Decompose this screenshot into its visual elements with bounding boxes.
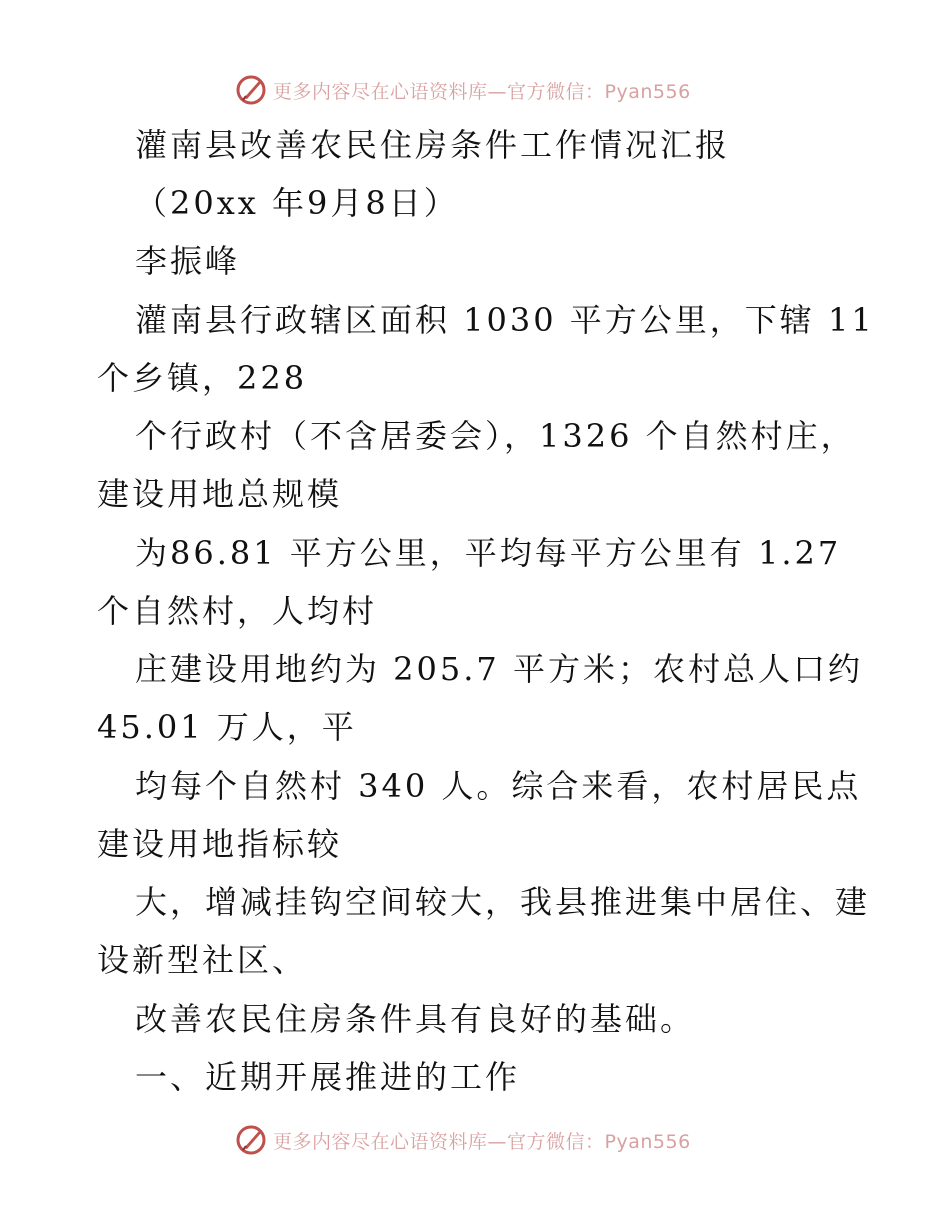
body-line: 个行政村（不含居委会），1326 个自然村庄， (135, 417, 856, 455)
document-date: （20xx 年9月8日） (135, 184, 459, 222)
body-line: 45.01 万人，平 (97, 708, 357, 746)
quill-logo-icon (235, 1124, 267, 1156)
body-line: 设新型社区、 (97, 941, 308, 979)
watermark-text: 更多内容尽在心语资料库—官方微信：Pyan556 (273, 1130, 691, 1153)
document-title: 灌南县改善农民住房条件工作情况汇报 (135, 126, 731, 164)
body-line: 个自然村，人均村 (97, 592, 378, 630)
body-line: 均每个自然村 340 人。综合来看，农村居民点 (135, 767, 862, 805)
body-line: 建设用地总规模 (97, 475, 343, 513)
document-author: 李振峰 (135, 242, 241, 280)
body-line: 大，增减挂钩空间较大，我县推进集中居住、建 (135, 883, 871, 921)
body-line: 个乡镇，228 (97, 359, 308, 397)
watermark-header (235, 73, 691, 107)
quill-logo-icon (235, 74, 267, 106)
body-line: 为86.81 平方公里，平均每平方公里有 1.27 (135, 534, 842, 572)
watermark-text: 更多内容尽在心语资料库—官方微信：Pyan556 (273, 80, 691, 103)
body-line: 庄建设用地约为 205.7 平方米；农村总人口约 (135, 650, 863, 688)
body-line: 改善农民住房条件具有良好的基础。 (135, 1000, 696, 1038)
body-line: 建设用地指标较 (97, 825, 343, 863)
section-heading: 一、近期开展推进的工作 (135, 1058, 521, 1096)
body-line: 灌南县行政辖区面积 1030 平方公里，下辖 11 (135, 301, 875, 339)
watermark-footer (235, 1123, 691, 1157)
